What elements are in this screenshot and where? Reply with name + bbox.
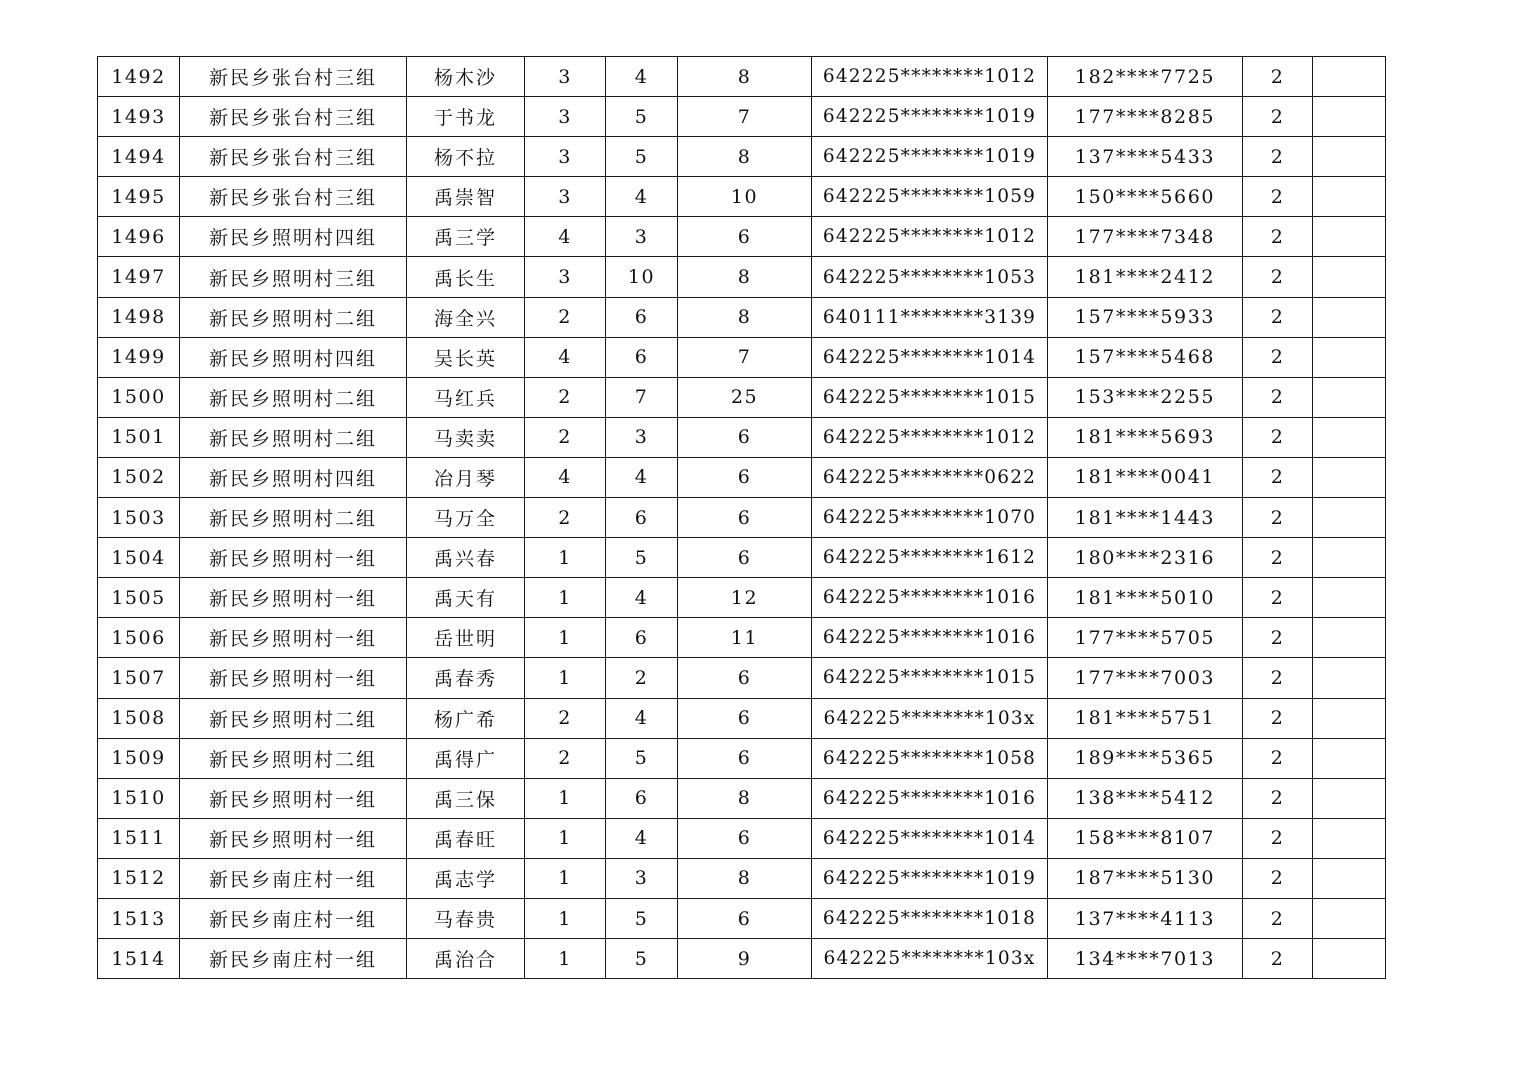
count-3-cell: 25 [678, 377, 812, 417]
note-cell [1313, 137, 1386, 177]
table-row [98, 457, 1386, 497]
table-row [98, 538, 1386, 578]
count-1-cell: 1 [525, 658, 606, 698]
count-1-cell: 1 [525, 618, 606, 658]
phone-cell: 177****7003 [1048, 658, 1243, 698]
phone-cell: 181****5751 [1048, 698, 1243, 738]
count-2-cell: 6 [606, 618, 678, 658]
id-number-cell: 642225********1016 [812, 578, 1048, 618]
phone-cell: 177****7348 [1048, 217, 1243, 257]
count-2-cell: 4 [606, 177, 678, 217]
person-name-cell: 禹志学 [407, 858, 525, 898]
table-row [98, 57, 1386, 97]
person-name-cell: 冶月琴 [407, 457, 525, 497]
note-cell [1313, 417, 1386, 457]
person-name-cell: 禹春旺 [407, 818, 525, 858]
address-cell: 新民乡照明村一组 [180, 778, 407, 818]
id-number-cell: 642225********1019 [812, 858, 1048, 898]
records-table [97, 56, 1386, 979]
table-row [98, 257, 1386, 297]
count-3-cell: 7 [678, 97, 812, 137]
person-name-cell: 马红兵 [407, 377, 525, 417]
phone-cell: 189****5365 [1048, 738, 1243, 778]
count-3-cell: 8 [678, 297, 812, 337]
phone-cell: 181****0041 [1048, 457, 1243, 497]
table-row [98, 97, 1386, 137]
count-2-cell: 6 [606, 297, 678, 337]
count-3-cell: 11 [678, 618, 812, 658]
note-cell [1313, 858, 1386, 898]
count-4-cell: 2 [1243, 297, 1313, 337]
person-name-cell: 岳世明 [407, 618, 525, 658]
note-cell [1313, 578, 1386, 618]
row-number-cell: 1510 [98, 778, 180, 818]
table-row [98, 778, 1386, 818]
table-row [98, 377, 1386, 417]
address-cell: 新民乡照明村四组 [180, 337, 407, 377]
count-4-cell: 2 [1243, 898, 1313, 938]
id-number-cell: 642225********1016 [812, 618, 1048, 658]
id-number-cell: 642225********1018 [812, 898, 1048, 938]
count-4-cell: 2 [1243, 498, 1313, 538]
address-cell: 新民乡张台村三组 [180, 97, 407, 137]
id-number-cell: 642225********1014 [812, 818, 1048, 858]
phone-cell: 181****2412 [1048, 257, 1243, 297]
row-number-cell: 1513 [98, 898, 180, 938]
count-2-cell: 5 [606, 898, 678, 938]
row-number-cell: 1502 [98, 457, 180, 497]
address-cell: 新民乡照明村二组 [180, 297, 407, 337]
row-number-cell: 1495 [98, 177, 180, 217]
id-number-cell: 642225********103x [812, 698, 1048, 738]
count-4-cell: 2 [1243, 658, 1313, 698]
count-1-cell: 2 [525, 498, 606, 538]
count-4-cell: 2 [1243, 538, 1313, 578]
address-cell: 新民乡张台村三组 [180, 57, 407, 97]
table-row [98, 858, 1386, 898]
table-row [98, 618, 1386, 658]
count-4-cell: 2 [1243, 457, 1313, 497]
count-4-cell: 2 [1243, 578, 1313, 618]
table-row [98, 658, 1386, 698]
person-name-cell: 禹兴春 [407, 538, 525, 578]
row-number-cell: 1505 [98, 578, 180, 618]
table-row [98, 498, 1386, 538]
count-2-cell: 4 [606, 457, 678, 497]
count-2-cell: 3 [606, 417, 678, 457]
note-cell [1313, 257, 1386, 297]
count-4-cell: 2 [1243, 939, 1313, 979]
table-row [98, 417, 1386, 457]
count-4-cell: 2 [1243, 57, 1313, 97]
count-3-cell: 8 [678, 257, 812, 297]
row-number-cell: 1512 [98, 858, 180, 898]
person-name-cell: 禹天有 [407, 578, 525, 618]
person-name-cell: 禹三学 [407, 217, 525, 257]
id-number-cell: 642225********1012 [812, 57, 1048, 97]
row-number-cell: 1511 [98, 818, 180, 858]
count-2-cell: 6 [606, 778, 678, 818]
id-number-cell: 642225********1019 [812, 137, 1048, 177]
count-4-cell: 2 [1243, 618, 1313, 658]
count-1-cell: 4 [525, 217, 606, 257]
count-4-cell: 2 [1243, 217, 1313, 257]
address-cell: 新民乡照明村一组 [180, 538, 407, 578]
count-2-cell: 4 [606, 57, 678, 97]
count-1-cell: 2 [525, 297, 606, 337]
id-number-cell: 642225********1612 [812, 538, 1048, 578]
count-2-cell: 5 [606, 538, 678, 578]
row-number-cell: 1501 [98, 417, 180, 457]
count-3-cell: 8 [678, 858, 812, 898]
count-4-cell: 2 [1243, 818, 1313, 858]
table-row [98, 297, 1386, 337]
person-name-cell: 禹得广 [407, 738, 525, 778]
table-body [98, 57, 1386, 979]
count-4-cell: 2 [1243, 698, 1313, 738]
count-1-cell: 3 [525, 137, 606, 177]
note-cell [1313, 778, 1386, 818]
note-cell [1313, 698, 1386, 738]
person-name-cell: 马万全 [407, 498, 525, 538]
id-number-cell: 642225********0622 [812, 457, 1048, 497]
count-3-cell: 10 [678, 177, 812, 217]
count-1-cell: 2 [525, 698, 606, 738]
count-4-cell: 2 [1243, 337, 1313, 377]
address-cell: 新民乡照明村四组 [180, 457, 407, 497]
count-4-cell: 2 [1243, 778, 1313, 818]
count-1-cell: 2 [525, 738, 606, 778]
count-3-cell: 8 [678, 778, 812, 818]
table-row [98, 578, 1386, 618]
person-name-cell: 马春贵 [407, 898, 525, 938]
phone-cell: 181****1443 [1048, 498, 1243, 538]
count-1-cell: 3 [525, 257, 606, 297]
count-1-cell: 1 [525, 858, 606, 898]
count-4-cell: 2 [1243, 738, 1313, 778]
count-1-cell: 1 [525, 818, 606, 858]
row-number-cell: 1514 [98, 939, 180, 979]
address-cell: 新民乡照明村二组 [180, 698, 407, 738]
note-cell [1313, 377, 1386, 417]
count-2-cell: 5 [606, 97, 678, 137]
note-cell [1313, 738, 1386, 778]
count-2-cell: 6 [606, 498, 678, 538]
count-2-cell: 5 [606, 939, 678, 979]
phone-cell: 177****5705 [1048, 618, 1243, 658]
note-cell [1313, 898, 1386, 938]
person-name-cell: 于书龙 [407, 97, 525, 137]
count-2-cell: 4 [606, 698, 678, 738]
count-3-cell: 6 [678, 818, 812, 858]
count-1-cell: 1 [525, 939, 606, 979]
count-4-cell: 2 [1243, 97, 1313, 137]
address-cell: 新民乡照明村一组 [180, 818, 407, 858]
count-1-cell: 3 [525, 177, 606, 217]
table-row [98, 137, 1386, 177]
address-cell: 新民乡照明村二组 [180, 498, 407, 538]
phone-cell: 181****5010 [1048, 578, 1243, 618]
row-number-cell: 1499 [98, 337, 180, 377]
count-4-cell: 2 [1243, 858, 1313, 898]
note-cell [1313, 97, 1386, 137]
count-4-cell: 2 [1243, 257, 1313, 297]
count-1-cell: 1 [525, 538, 606, 578]
id-number-cell: 642225********1019 [812, 97, 1048, 137]
phone-cell: 177****8285 [1048, 97, 1243, 137]
row-number-cell: 1508 [98, 698, 180, 738]
id-number-cell: 642225********1059 [812, 177, 1048, 217]
table-row [98, 939, 1386, 979]
address-cell: 新民乡南庄村一组 [180, 858, 407, 898]
phone-cell: 150****5660 [1048, 177, 1243, 217]
phone-cell: 181****5693 [1048, 417, 1243, 457]
address-cell: 新民乡照明村三组 [180, 257, 407, 297]
person-name-cell: 禹崇智 [407, 177, 525, 217]
phone-cell: 134****7013 [1048, 939, 1243, 979]
person-name-cell: 杨木沙 [407, 57, 525, 97]
note-cell [1313, 217, 1386, 257]
row-number-cell: 1504 [98, 538, 180, 578]
note-cell [1313, 337, 1386, 377]
count-2-cell: 2 [606, 658, 678, 698]
row-number-cell: 1509 [98, 738, 180, 778]
count-3-cell: 6 [678, 538, 812, 578]
count-2-cell: 4 [606, 818, 678, 858]
count-2-cell: 5 [606, 137, 678, 177]
person-name-cell: 海全兴 [407, 297, 525, 337]
count-1-cell: 1 [525, 778, 606, 818]
count-4-cell: 2 [1243, 177, 1313, 217]
count-2-cell: 3 [606, 858, 678, 898]
id-number-cell: 642225********1014 [812, 337, 1048, 377]
count-2-cell: 4 [606, 578, 678, 618]
table-row [98, 898, 1386, 938]
count-1-cell: 1 [525, 898, 606, 938]
row-number-cell: 1500 [98, 377, 180, 417]
id-number-cell: 640111********3139 [812, 297, 1048, 337]
address-cell: 新民乡照明村二组 [180, 417, 407, 457]
address-cell: 新民乡照明村一组 [180, 658, 407, 698]
count-1-cell: 3 [525, 57, 606, 97]
count-1-cell: 4 [525, 337, 606, 377]
person-name-cell: 禹长生 [407, 257, 525, 297]
address-cell: 新民乡张台村三组 [180, 137, 407, 177]
count-1-cell: 1 [525, 578, 606, 618]
note-cell [1313, 177, 1386, 217]
row-number-cell: 1506 [98, 618, 180, 658]
count-3-cell: 6 [678, 738, 812, 778]
count-1-cell: 4 [525, 457, 606, 497]
address-cell: 新民乡照明村二组 [180, 738, 407, 778]
row-number-cell: 1503 [98, 498, 180, 538]
table-row [98, 818, 1386, 858]
phone-cell: 157****5933 [1048, 297, 1243, 337]
phone-cell: 180****2316 [1048, 538, 1243, 578]
phone-cell: 187****5130 [1048, 858, 1243, 898]
count-1-cell: 2 [525, 377, 606, 417]
id-number-cell: 642225********1058 [812, 738, 1048, 778]
table-row [98, 177, 1386, 217]
count-4-cell: 2 [1243, 137, 1313, 177]
note-cell [1313, 498, 1386, 538]
count-4-cell: 2 [1243, 417, 1313, 457]
count-3-cell: 6 [678, 698, 812, 738]
count-2-cell: 6 [606, 337, 678, 377]
note-cell [1313, 618, 1386, 658]
address-cell: 新民乡张台村三组 [180, 177, 407, 217]
table-row [98, 698, 1386, 738]
row-number-cell: 1496 [98, 217, 180, 257]
row-number-cell: 1497 [98, 257, 180, 297]
phone-cell: 182****7725 [1048, 57, 1243, 97]
note-cell [1313, 457, 1386, 497]
person-name-cell: 杨不拉 [407, 137, 525, 177]
note-cell [1313, 297, 1386, 337]
id-number-cell: 642225********103x [812, 939, 1048, 979]
id-number-cell: 642225********1015 [812, 377, 1048, 417]
count-3-cell: 6 [678, 898, 812, 938]
row-number-cell: 1498 [98, 297, 180, 337]
person-name-cell: 禹治合 [407, 939, 525, 979]
note-cell [1313, 538, 1386, 578]
count-3-cell: 6 [678, 457, 812, 497]
count-3-cell: 9 [678, 939, 812, 979]
note-cell [1313, 939, 1386, 979]
id-number-cell: 642225********1053 [812, 257, 1048, 297]
id-number-cell: 642225********1012 [812, 417, 1048, 457]
count-2-cell: 10 [606, 257, 678, 297]
count-3-cell: 8 [678, 137, 812, 177]
count-3-cell: 6 [678, 417, 812, 457]
count-3-cell: 6 [678, 498, 812, 538]
phone-cell: 138****5412 [1048, 778, 1243, 818]
count-3-cell: 6 [678, 217, 812, 257]
address-cell: 新民乡照明村四组 [180, 217, 407, 257]
person-name-cell: 马卖卖 [407, 417, 525, 457]
row-number-cell: 1507 [98, 658, 180, 698]
count-3-cell: 12 [678, 578, 812, 618]
note-cell [1313, 818, 1386, 858]
row-number-cell: 1494 [98, 137, 180, 177]
address-cell: 新民乡照明村一组 [180, 578, 407, 618]
id-number-cell: 642225********1012 [812, 217, 1048, 257]
count-1-cell: 2 [525, 417, 606, 457]
phone-cell: 158****8107 [1048, 818, 1243, 858]
id-number-cell: 642225********1015 [812, 658, 1048, 698]
address-cell: 新民乡南庄村一组 [180, 898, 407, 938]
phone-cell: 157****5468 [1048, 337, 1243, 377]
table-row [98, 337, 1386, 377]
person-name-cell: 吴长英 [407, 337, 525, 377]
table-row [98, 217, 1386, 257]
note-cell [1313, 57, 1386, 97]
id-number-cell: 642225********1016 [812, 778, 1048, 818]
address-cell: 新民乡南庄村一组 [180, 939, 407, 979]
count-3-cell: 7 [678, 337, 812, 377]
count-4-cell: 2 [1243, 377, 1313, 417]
count-2-cell: 5 [606, 738, 678, 778]
count-2-cell: 7 [606, 377, 678, 417]
count-2-cell: 3 [606, 217, 678, 257]
phone-cell: 137****5433 [1048, 137, 1243, 177]
address-cell: 新民乡照明村二组 [180, 377, 407, 417]
id-number-cell: 642225********1070 [812, 498, 1048, 538]
note-cell [1313, 658, 1386, 698]
table-row [98, 738, 1386, 778]
count-1-cell: 3 [525, 97, 606, 137]
count-3-cell: 6 [678, 658, 812, 698]
person-name-cell: 杨广希 [407, 698, 525, 738]
address-cell: 新民乡照明村一组 [180, 618, 407, 658]
phone-cell: 153****2255 [1048, 377, 1243, 417]
phone-cell: 137****4113 [1048, 898, 1243, 938]
row-number-cell: 1492 [98, 57, 180, 97]
count-3-cell: 8 [678, 57, 812, 97]
person-name-cell: 禹三保 [407, 778, 525, 818]
row-number-cell: 1493 [98, 97, 180, 137]
person-name-cell: 禹春秀 [407, 658, 525, 698]
